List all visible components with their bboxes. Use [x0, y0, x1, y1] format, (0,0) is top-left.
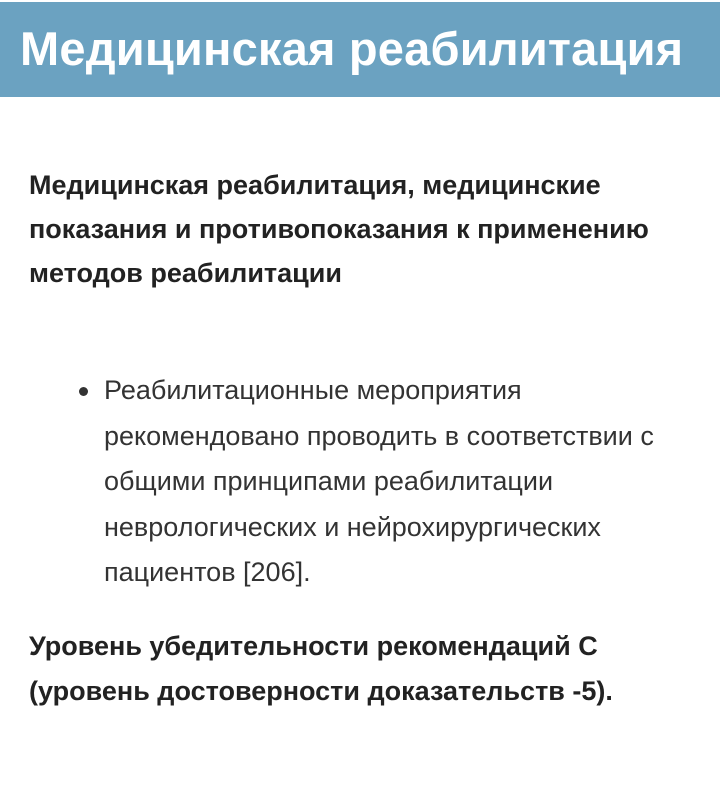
list-item	[0, 368, 720, 596]
list-item-text: Реабилитационные мероприятия рекомендовано проводить в соответствии с общими принципами реабилитации неврологических и нейрохирургических пациентов [206].	[104, 375, 654, 587]
bullet-icon	[79, 387, 88, 396]
evidence-level: Уровень убедительности рекомендаций C (уровень достоверности доказательств -5).	[29, 631, 613, 706]
section-subtitle: Медицинская реабилитация, медицинские показания и противопоказания к применению методов реабилитации	[29, 170, 649, 288]
recommendation-list	[0, 368, 720, 596]
page-header	[0, 2, 720, 97]
page-title: Медицинская реабилитация	[20, 22, 684, 75]
